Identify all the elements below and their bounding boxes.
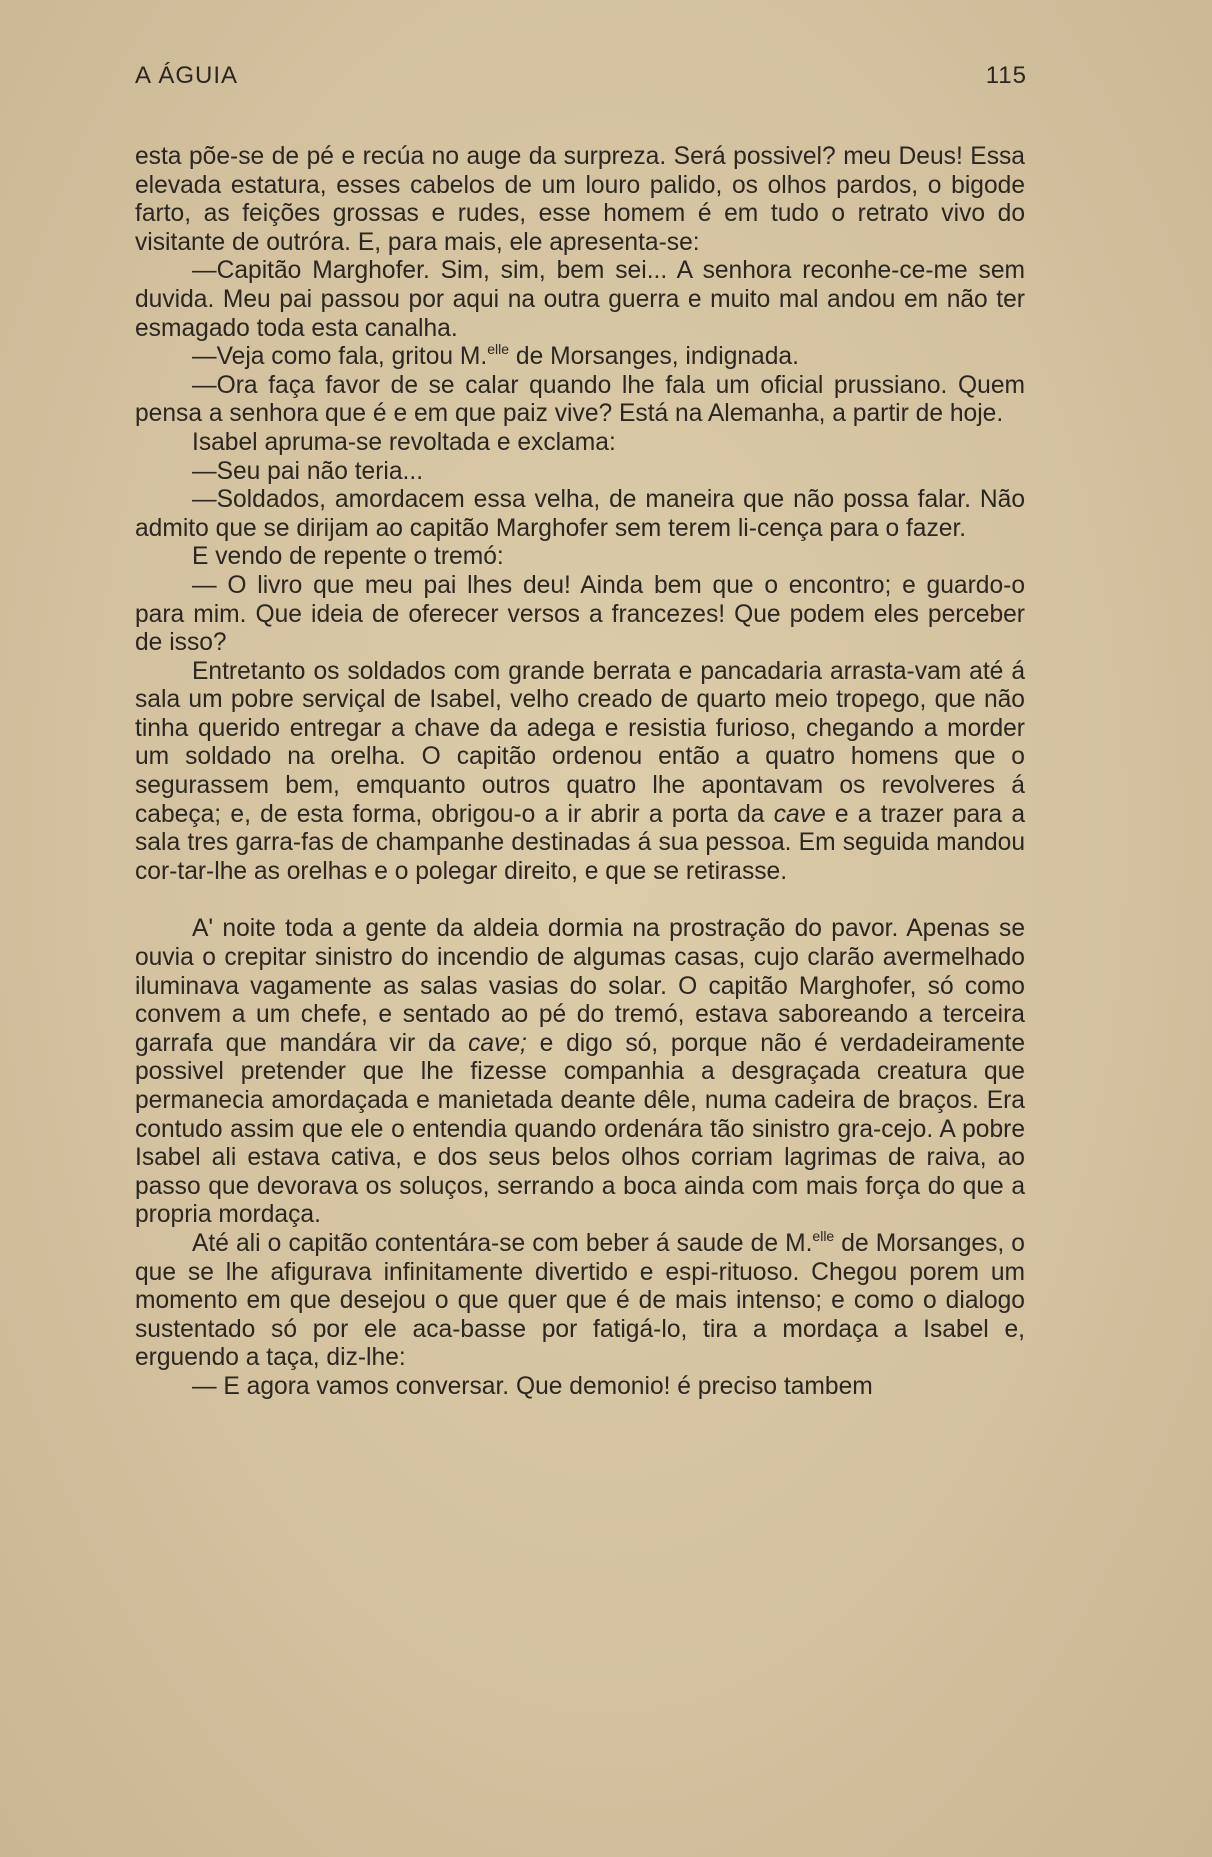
text-run: E vendo de repente o tremó: <box>192 543 504 571</box>
italic-word: cave <box>773 800 826 828</box>
text-run: e digo só, porque não é verdadeiramente possivel pretender que lhe fizesse companhia a desgraçada creatura que permanecia amordaçada e manietada deante dêle, numa cadeira de braços. Era contudo assim que ele o entendia quando ordenára tão sinistro gra-cejo. A pobre Isabel ali estava cativa, e dos seus belos olhos corriam lagrimas de raiva, ao passo que devorava os soluços, serrando a boca ainda com mais força do que a propria mordaça. <box>135 1029 1025 1229</box>
paragraph <box>135 1227 1025 1373</box>
text-run: — O livro que meu pai lhes deu! Ainda bem que o encontro; e guardo-o para mim. Que ideia de oferecer versos a francezes! Que podem eles perceber de isso? <box>135 571 1025 657</box>
paragraph <box>135 429 1025 458</box>
text-run: Entretanto os soldados com grande berrata e pancadaria arrasta-vam até á sala um pobre serviçal de Isabel, velho creado de quarto meio tropego, que não tinha querido entregar a chave da adega e resistia furioso, chegando a morder um soldado na orelha. O capitão ordenou então a quatro homens que o segurassem bem, emquanto outros quatro lhe apontavam os revolveres á cabeça; e, de esta forma, obrigou-o a ir abrir a porta da <box>135 657 1025 828</box>
text-run: e a trazer para a sala tres garra-fas de champanhe destinadas á sua pessoa. Em seguida mandou cor-tar-lhe as orelhas e o polegar direito, e que se retirasse. <box>135 800 1025 885</box>
text-run: —Seu pai não teria... <box>192 457 424 485</box>
superscript: elle <box>812 1227 835 1244</box>
paragraph <box>135 372 1025 429</box>
text-run: esta põe-se de pé e recúa no auge da surpreza. Será possivel? meu Deus! Essa elevada estatura, esses cabelos de um louro palido, os olhos pardos, o bigode farto, as feições grossas e rudes, esse homem é em tudo o retrato vivo do visitante de outróra. E, para mais, ele apresenta-se: <box>135 143 1025 256</box>
italic-word: cave; <box>468 1029 527 1057</box>
paragraph <box>135 1373 1025 1402</box>
paragraph <box>135 257 1025 343</box>
text-run: de Morsanges, indignada. <box>509 343 799 371</box>
paragraph <box>135 658 1025 887</box>
text-run: —Veja como fala, gritou M. <box>192 343 488 371</box>
paragraph <box>135 915 1025 1230</box>
running-head <box>135 62 1027 92</box>
page-number: 115 <box>985 62 1027 89</box>
paragraph <box>135 572 1025 658</box>
body-text <box>135 143 1025 1402</box>
paragraph <box>135 143 1025 257</box>
paragraph <box>135 543 1025 572</box>
superscript: elle <box>487 341 510 358</box>
text-run: — E agora vamos conversar. Que demonio! é preciso tambem <box>192 1372 873 1400</box>
paragraph <box>135 486 1025 543</box>
text-run: —Soldados, amordacem essa velha, de maneira que não possa falar. Não admito que se dirijam ao capitão Marghofer sem terem li-cença para o fazer. <box>135 486 1025 542</box>
paragraph <box>135 343 1025 372</box>
text-run: —Capitão Marghofer. Sim, sim, bem sei... A senhora reconhe-ce-me sem duvida. Meu pai passou por aqui na outra guerra e muito mal andou em não ter esmagado toda esta canalha. <box>135 257 1025 342</box>
text-run: de Morsanges, o que se lhe afigurava infinitamente divertido e espi-rituoso. Chegou porem um momento em que desejou o que quer que é de mais intenso; e como o dialogo sustentado só por ele aca-basse por fatigá-lo, tira a mordaça a Isabel e, erguendo a taça, diz-lhe: <box>135 1229 1025 1372</box>
text-run: —Ora faça favor de se calar quando lhe fala um oficial prussiano. Quem pensa a senhora que é e em que paiz vive? Está na Alemanha, a partir de hoje. <box>135 371 1025 428</box>
text-run: Isabel apruma-se revoltada e exclama: <box>192 428 616 456</box>
paragraph <box>135 458 1025 487</box>
running-title: A ÁGUIA <box>135 62 239 89</box>
text-run: Até ali o capitão contentára-se com beber á saude de M. <box>192 1229 813 1257</box>
text-run: A' noite toda a gente da aldeia dormia na prostração do pavor. Apenas se ouvia o crepitar sinistro do incendio de algumas casas, cujo clarão avermelhado iluminava vagamente as salas vasias do solar. O capitão Marghofer, só como convem a um chefe, e sentado ao pé do tremó, estava saboreando a terceira garrafa que mandára vir da <box>135 915 1025 1057</box>
